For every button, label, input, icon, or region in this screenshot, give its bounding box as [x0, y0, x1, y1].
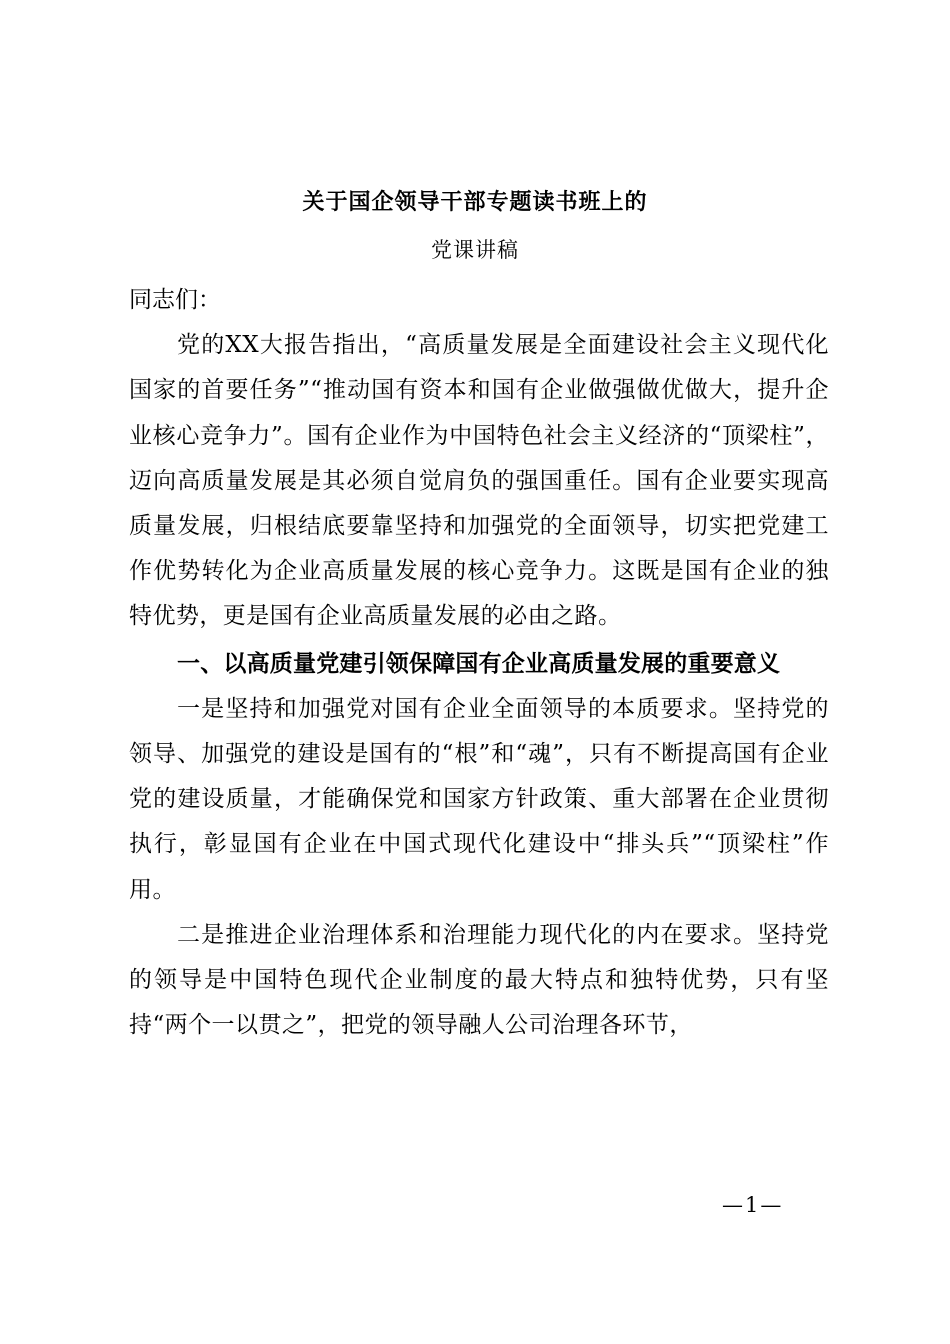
section-paragraph-1: 一是坚持和加强党对国有企业全面领导的本质要求。坚持党的领导、加强党的建设是国有的“根”和“魂”，只有不断提高国有企业党的建设质量，才能确保党和国家方针政策、重大部署在企业贯彻执行，彰显国有企业在中国式现代化建设中“排头兵”“顶梁柱”作用。	[129, 695, 829, 903]
page-number: —1—	[722, 1193, 784, 1217]
document-subtitle: 党课讲稿	[431, 238, 519, 262]
section-heading: 一、以高质量党建引领保障国有企业高质量发展的重要意义	[177, 650, 781, 677]
salutation: 同志们：	[129, 287, 221, 313]
document-title: 关于国企领导干部专题读书班上的	[302, 189, 648, 215]
section-paragraph-2: 二是推进企业治理体系和治理能力现代化的内在要求。坚持党的领导是中国特色现代企业制度的最大特点和独特优势，只有坚持“两个一以贯之”，把党的领导融人公司治理各环节，	[129, 921, 829, 1039]
intro-paragraph: 党的XX大报告指出，“高质量发展是全面建设社会主义现代化国家的首要任务”“推动国有资本和国有企业做强做优做大，提升企业核心竞争力”。国有企业作为中国特色社会主义经济的“顶梁柱”，迈向高质量发展是其必须自觉肩负的强国重任。国有企业要实现高质量发展，归根结底要靠坚持和加强党的全面领导，切实把党建工作优势转化为企业高质量发展的核心竞争力。这既是国有企业的独特优势，更是国有企业高质量发展的必由之路。	[129, 332, 829, 630]
document-body	[129, 278, 829, 1048]
